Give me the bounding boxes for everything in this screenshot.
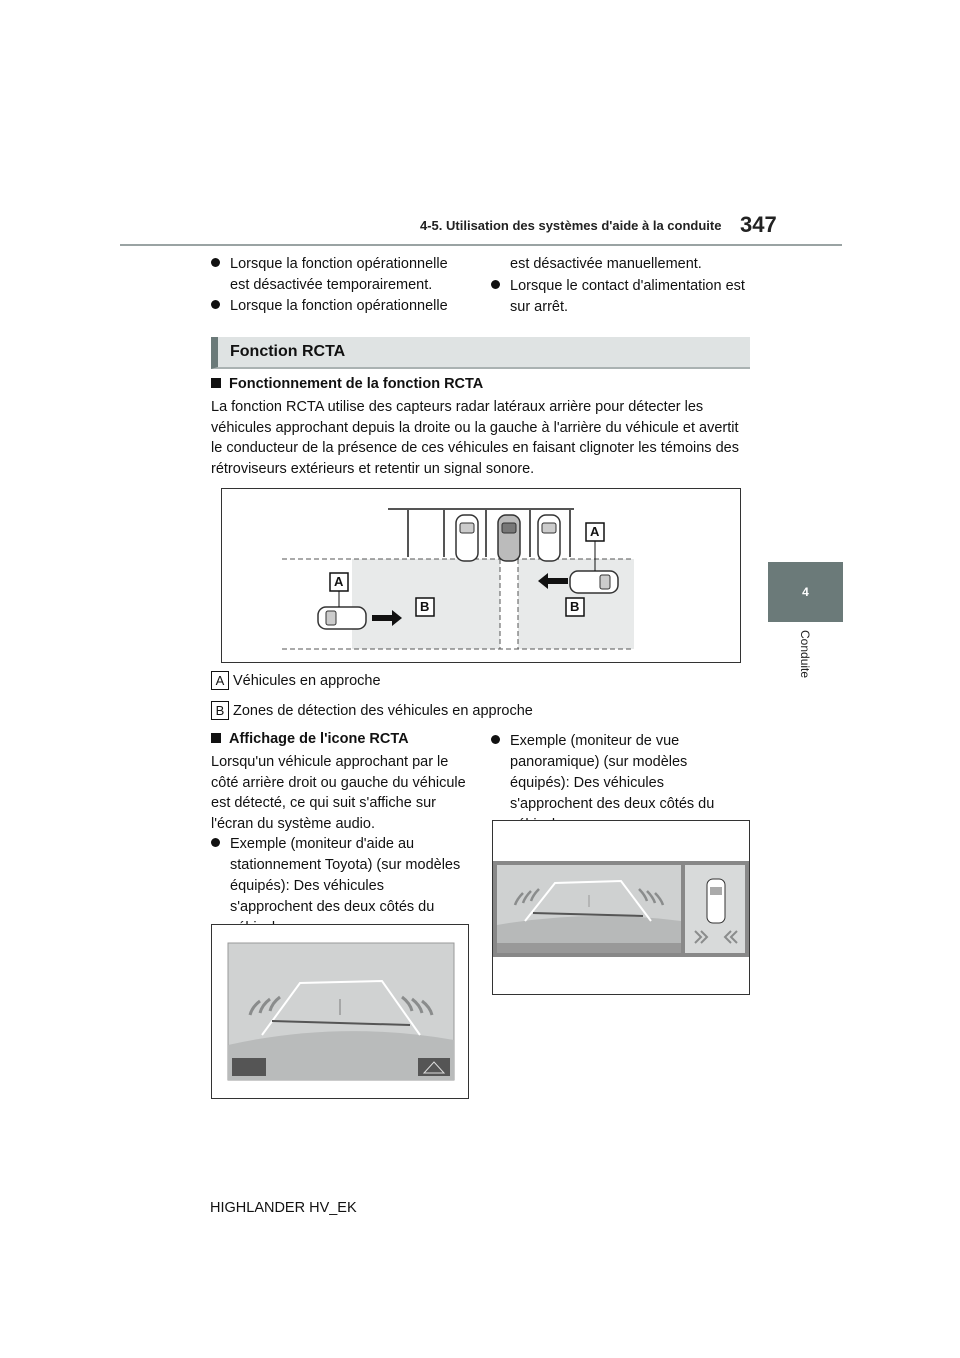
square-bullet-icon — [211, 733, 221, 743]
legend-item: A Véhicules en approche — [211, 671, 381, 690]
own-vehicle-icon — [498, 515, 520, 561]
rcta-icon — [232, 1058, 266, 1076]
parked-car-icon — [538, 515, 560, 561]
chapter-number: 4 — [802, 585, 809, 599]
bullet-dot-icon — [211, 838, 220, 847]
page-number: 347 — [740, 212, 777, 237]
label-b-text: B — [420, 599, 430, 614]
subheading-operation: Fonctionnement de la fonction RCTA — [211, 376, 483, 392]
label-a-text: A — [334, 574, 344, 589]
bullet-item: Exemple (moniteur d'aide au stationnement Toyota) (sur modèles équipés): Des véhicules s'approchent des deux côtés du — [211, 834, 471, 939]
bullet-item: Lorsque la fonction opérationnelle — [211, 296, 471, 317]
approaching-car-left-icon — [318, 607, 366, 629]
panoramic-monitor-illustration — [493, 821, 749, 994]
header-section-title: 4-5. Utilisation des systèmes d'aide à la conduite — [420, 218, 722, 233]
section-header-bar — [211, 337, 750, 369]
chapter-label: Conduite — [798, 630, 812, 679]
parking-lot-illustration — [222, 489, 740, 662]
section-title: Fonction RCTA — [230, 343, 346, 360]
footer-model-name: HIGHLANDER HV_EK — [210, 1200, 357, 1216]
header-divider — [120, 244, 842, 246]
panoramic-monitor-figure — [492, 820, 750, 995]
legend-item: B Zones de détection des véhicules en approche — [211, 701, 533, 720]
bullet-dot-icon — [211, 300, 220, 309]
square-bullet-icon — [211, 378, 221, 388]
parking-assist-screen-illustration — [212, 925, 468, 1098]
label-b-text: B — [570, 599, 580, 614]
parked-car-icon — [456, 515, 478, 561]
approaching-car-right-icon — [570, 571, 618, 593]
subheading-display: Affichage de l'icone RCTA — [211, 731, 409, 747]
bullet-dot-icon — [491, 280, 500, 289]
bullet-dot-icon — [211, 258, 220, 267]
bullet-dot-icon — [491, 735, 500, 744]
display-paragraph: Lorsqu'un véhicule approchant par le côté arrière droit ou gauche du véhicule est détecté, ce qui suit s'affiche sur l'écran du système audio. — [211, 754, 466, 832]
label-a-text: A — [590, 524, 600, 539]
vehicle-top-view-icon — [707, 879, 725, 923]
chapter-tab — [768, 562, 843, 622]
bullet-continuation: est désactivée manuellement. — [510, 256, 702, 272]
parking-assist-screen-figure — [211, 924, 469, 1099]
rcta-diagram — [221, 488, 741, 663]
bullet-item: Lorsque la fonction opérationnelle est désactivée temporairement. — [211, 254, 471, 296]
bullet-item: Lorsque le contact d'alimentation est sur arrêt. — [491, 276, 751, 318]
operation-paragraph: La fonction RCTA utilise des capteurs radar latéraux arrière pour détecter les véhicules approchant depuis la droite ou la gauche à l'arrière du véhicule et avertit le conducteur de la présence de ces véhicules en faisant clignoter les témoins des rétroviseurs extérieurs et retentir un signal sonore. — [211, 399, 739, 477]
bullet-item: Exemple (moniteur de vue panoramique) (sur modèles équipés): Des véhicules s'approchent des deux côtés du — [491, 731, 751, 836]
